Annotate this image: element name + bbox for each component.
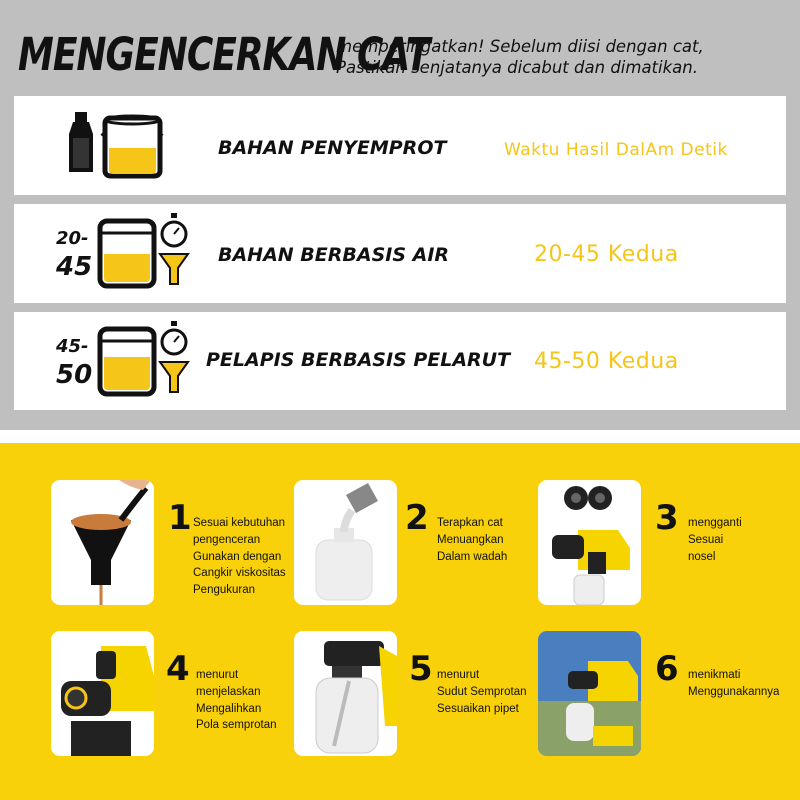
header-label-spray-material: BAHAN PENYEMPROT [218, 137, 447, 159]
table-header-row [14, 96, 786, 195]
step-3-number: 3 [655, 498, 679, 538]
funnel-icon [160, 362, 188, 392]
row-label: BAHAN BERBASIS AIR [218, 244, 450, 266]
table-row-solvent-based [14, 312, 786, 410]
bottle-icon [69, 112, 93, 172]
range-top: 20- [56, 228, 89, 249]
step-5-text: menurut Sudut Semprotan Sesuaikan pipet [437, 669, 527, 715]
stopwatch-icon [162, 213, 186, 246]
step-4-image [51, 631, 154, 756]
row-label: PELAPIS BERBASIS PELARUT [206, 349, 511, 371]
funnel-icon [160, 254, 188, 284]
paint-can-icon [100, 221, 154, 286]
range-bottom: 50 [56, 360, 93, 390]
step-4-text: menurut menjelaskan Mengalihkan Pola semprotan [196, 669, 277, 732]
step-2-image [294, 480, 397, 605]
step-1-image [51, 480, 154, 605]
stopwatch-icon [162, 321, 186, 354]
instruction-steps-section [0, 443, 800, 800]
step-2-number: 2 [405, 498, 429, 538]
step-5-image [294, 631, 397, 756]
warning-line-2: Pastikan senjatanya dicabut dan dimatikan. [336, 58, 698, 77]
range-bottom: 45 [56, 252, 93, 282]
row-icons [14, 312, 214, 410]
step-2-text: Terapkan cat Menuangkan Dalam wadah [437, 517, 508, 563]
spraying-outdoor-icon [538, 631, 641, 756]
row-time: 45-50 Kedua [534, 349, 679, 374]
step-6-image [538, 631, 641, 756]
pour-paint-icon [294, 480, 397, 605]
step-3-text: mengganti Sesuai nosel [688, 517, 742, 563]
header-icons [14, 96, 214, 195]
nozzle-change-icon [538, 480, 641, 605]
step-1-text: Sesuai kebutuhan pengenceran Gunakan dengan Cangkir viskositas Pengukuran [193, 517, 286, 597]
viscosity-cup-icon [51, 480, 154, 605]
step-6-number: 6 [655, 649, 679, 689]
row-icons [14, 204, 214, 303]
range-top: 45- [56, 336, 89, 357]
warning-line-1: memperingatkan! Sebelum diisi dengan cat, [336, 37, 704, 56]
paint-bucket-icon [102, 116, 162, 176]
paint-can-icon [100, 329, 154, 394]
header-label-time: Waktu Hasil DalAm Detik [504, 140, 728, 160]
step-4-number: 4 [166, 649, 190, 689]
step-3-image [538, 480, 641, 605]
step-5-number: 5 [409, 649, 433, 689]
page-title: MENGENCERKAN CAT [18, 30, 430, 82]
row-time: 20-45 Kedua [534, 242, 679, 267]
suction-tube-icon [294, 631, 397, 756]
table-row-water-based [14, 204, 786, 303]
step-6-text: menikmati Menggunakannya [688, 669, 780, 698]
spray-pattern-icon [51, 631, 154, 756]
step-1-number: 1 [168, 498, 192, 538]
